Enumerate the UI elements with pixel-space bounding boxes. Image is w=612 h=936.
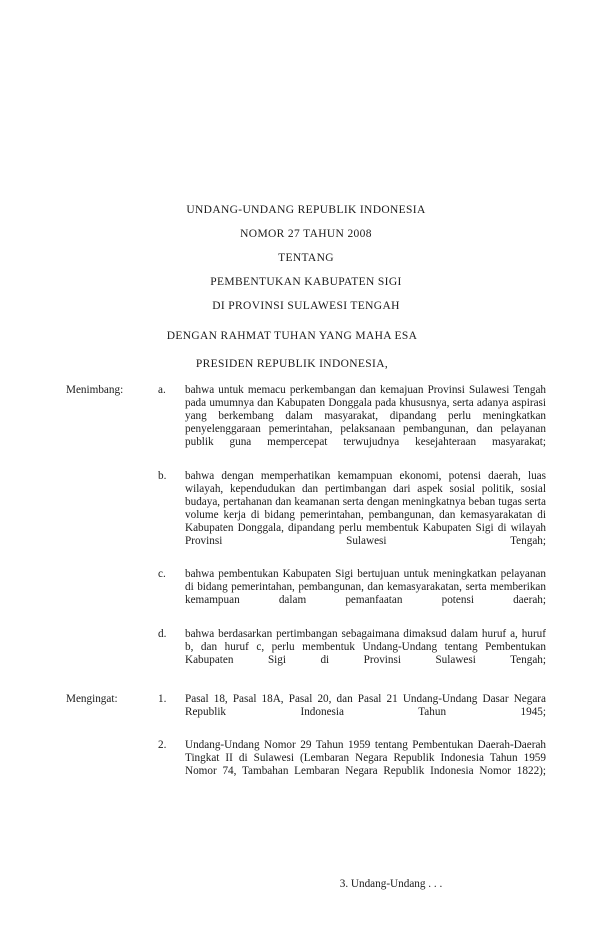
clause-marker: c. (158, 568, 166, 581)
document-title-block (66, 198, 546, 318)
preamble-line-president: PRESIDEN REPUBLIK INDONESIA, (195, 358, 389, 370)
title-line-tentang: TENTANG (278, 252, 334, 264)
section-label-mengingat: Mengingat: (66, 692, 118, 705)
title-line-province: DI PROVINSI SULAWESI TENGAH (212, 300, 400, 312)
clause-marker: a. (158, 384, 166, 396)
section-label-menimbang: Menimbang: (66, 384, 124, 396)
document-preamble (52, 322, 532, 378)
clause-menimbang-b (66, 470, 546, 562)
clause-text: Pasal 18, Pasal 18A, Pasal 20, dan Pasal 21 Undang-Undang Dasar Negara Republik Indonesia Tahun 1945; (185, 692, 546, 719)
section-mengingat (66, 693, 546, 792)
preamble-line-invocation: DENGAN RAHMAT TUHAN YANG MAHA ESA (166, 330, 418, 342)
title-line-law-type: UNDANG-UNDANG REPUBLIK INDONESIA (186, 204, 426, 216)
section-menimbang (66, 384, 546, 680)
clause-menimbang-a (66, 384, 546, 463)
clause-marker: d. (158, 627, 167, 640)
clause-mengingat-2 (66, 739, 546, 791)
title-line-subject: PEMBENTUKAN KABUPATEN SIGI (210, 276, 402, 288)
clause-marker: 2. (158, 739, 167, 752)
clause-text: Undang-Undang Nomor 29 Tahun 1959 tentang Pembentukan Daerah-Daerah Tingkat II di Sulawesi (Lembaran Negara Republik Indonesia Tahun 1959 Nomor 74, Tambahan Lembaran Negara Republik Indonesia Nomor 1822); (185, 739, 546, 778)
clause-text: bahwa dengan memperhatikan kemampuan ekonomi, potensi daerah, luas wilayah, kependudukan dan pertimbangan dari aspek sosial politik, sosial budaya, pertahanan dan keamanan serta dengan meningkatnya beban tugas serta volume kerja di bidang pemerintahan, pembangunan, dan kemasyarakatan di Kabupaten Donggala, dipandang perlu membentuk Kabupaten Sigi di wilayah Provinsi Sulawesi Tengah; (185, 469, 546, 548)
clause-mengingat-1 (66, 693, 546, 732)
clause-marker: 1. (158, 692, 167, 705)
clause-text: bahwa untuk memacu perkembangan dan kemajuan Provinsi Sulawesi Tengah pada umumnya dan Kabupaten Donggala pada khususnya, serta adanya aspirasi yang berkembang dalam masyarakat, dipandang perlu meningkatkan penyelenggaraan pemerintahan, pelaksanaan pembangunan, dan pelayanan publik guna mempercepat terwujudnya kesejahteraan masyarakat; (185, 384, 546, 449)
clause-text: bahwa berdasarkan pertimbangan sebagaimana dimaksud dalam huruf a, huruf b, dan huruf c, perlu membentuk Undang-Undang tentang Pembentukan Kabupaten Sigi di Provinsi Sulawesi Tengah; (185, 627, 546, 666)
clause-menimbang-c (66, 568, 546, 620)
clause-text: bahwa pembentukan Kabupaten Sigi bertujuan untuk meningkatkan pelayanan di bidang pemerintahan, pembangunan, dan kemasyarakatan, serta memberikan kemampuan dalam pemanfaatan potensi daerah; (185, 568, 546, 607)
clause-marker: b. (158, 469, 167, 482)
clause-menimbang-d (66, 628, 546, 680)
page-catchword: 3. Undang-Undang . . . (339, 878, 443, 890)
title-line-number-year: NOMOR 27 TAHUN 2008 (240, 228, 372, 240)
document-body (66, 384, 546, 792)
